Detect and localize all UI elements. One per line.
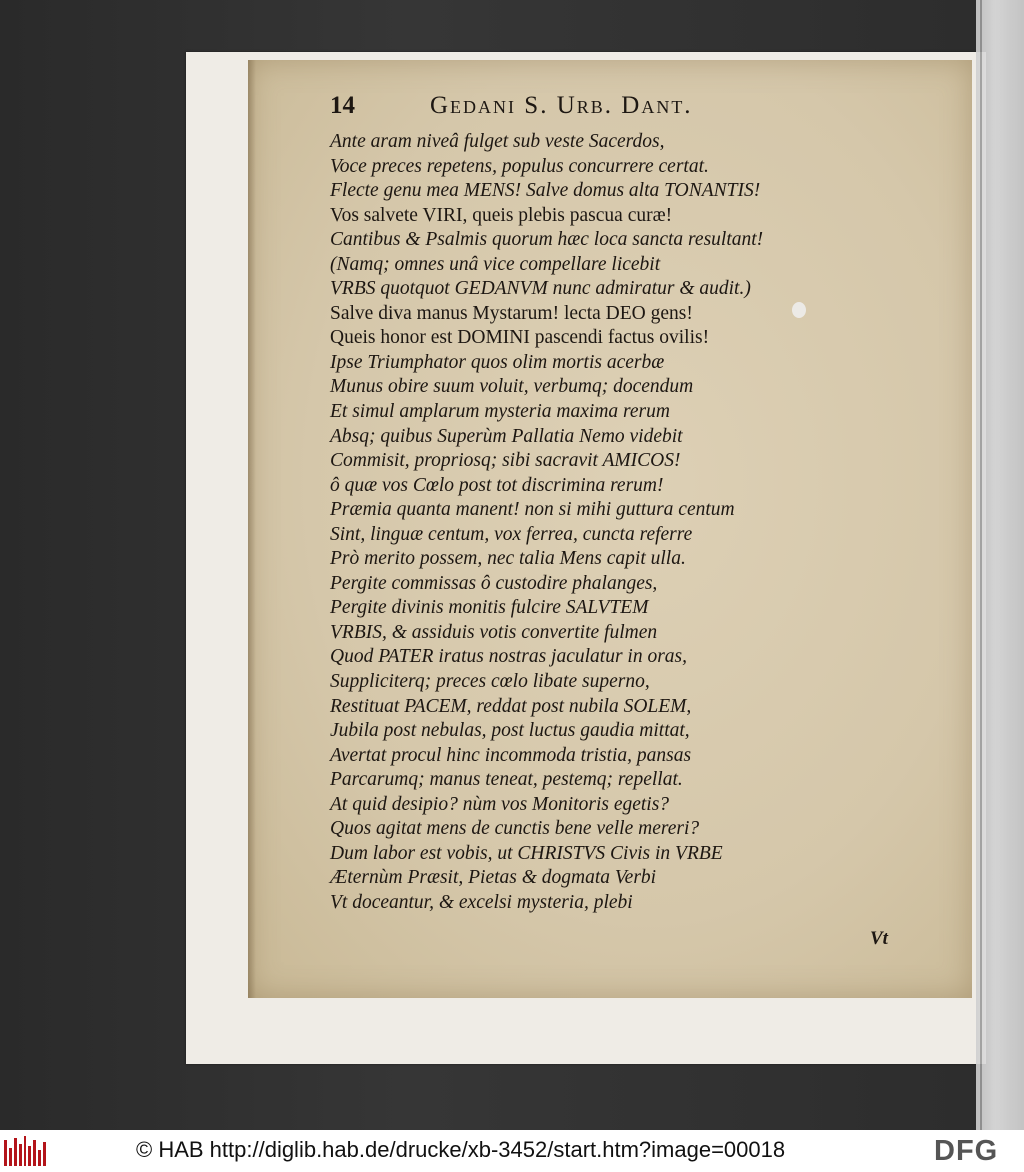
hab-logo-bar: [19, 1144, 22, 1166]
page-gutter-shadow: [248, 60, 256, 998]
verse-line: Pergite commissas ô custodire phalanges,: [330, 572, 658, 594]
verse-line: Absq; quibus Superùm Pallatia Nemo videbit: [330, 425, 683, 447]
dfg-logo-icon: DFG: [934, 1135, 999, 1167]
hab-logo-bar: [33, 1140, 36, 1166]
verse-line: Munus obire suum voluit, verbumq; docendum: [330, 376, 694, 398]
verse-line: Voce preces repetens, populus concurrere certat.: [330, 155, 709, 177]
running-head-title: Gedani S. Urb. Dant.: [430, 92, 693, 119]
poem-body: [330, 130, 890, 916]
hab-logo-bar: [28, 1146, 31, 1166]
page-number: 14: [330, 92, 355, 119]
hab-logo-bar: [4, 1140, 7, 1166]
verse-line: Avertat procul hinc incommoda tristia, pansas: [330, 744, 692, 766]
verse-line: Jubila post nebulas, post luctus gaudia mittat,: [330, 720, 690, 742]
verse-line: Parcarumq; manus teneat, pestemq; repellat.: [330, 769, 683, 791]
verse-line: Suppliciterq; preces cœlo libate superno,: [330, 671, 650, 693]
hab-logo-bar: [9, 1148, 12, 1166]
adjacent-page-edge: [976, 0, 1024, 1130]
verse-line: Sint, linguæ centum, vox ferrea, cuncta referre: [330, 523, 693, 545]
verse-line: Commisit, propriosq; sibi sacravit AMICOS!: [330, 450, 681, 472]
verse-line: At quid desipio? nùm vos Monitoris egetis?: [330, 793, 670, 815]
verse-line: Cantibus & Psalmis quorum hæc loca sancta resultant!: [330, 229, 764, 251]
footer-credit-link[interactable]: © HAB http://diglib.hab.de/drucke/xb-3452/start.htm?image=00018: [136, 1137, 786, 1162]
hab-logo-bar: [38, 1150, 41, 1166]
hab-logo-bar: [43, 1142, 46, 1166]
verse-line: ô quæ vos Cœlo post tot discrimina rerum!: [330, 474, 664, 496]
verse-line: Quos agitat mens de cunctis bene velle mereri?: [330, 818, 700, 840]
verse-line: Dum labor est vobis, ut CHRISTVS Civis in VRBE: [330, 842, 723, 864]
verse-line: (Namq; omnes unâ vice compellare licebit: [330, 253, 661, 275]
verse-line: VRBS quotquot GEDANVM nunc admiratur & audit.): [330, 278, 751, 300]
hab-logo-bar: [24, 1136, 27, 1166]
verse-line: Vt doceantur, & excelsi mysteria, plebi: [330, 891, 633, 913]
verse-line: Ipse Triumphator quos olim mortis acerbæ: [330, 351, 665, 373]
running-head: [330, 92, 790, 126]
catchword: Vt: [870, 928, 888, 949]
verse-line: Prò merito possem, nec talia Mens capit ulla.: [330, 548, 686, 570]
hab-logo-bar: [14, 1138, 17, 1166]
hab-logo-icon: [4, 1136, 46, 1166]
verse-line: Vos salvete VIRI, queis plebis pascua curæ!: [330, 204, 673, 226]
footer-bar: [0, 1130, 1024, 1172]
verse-line: Queis honor est DOMINI pascendi factus ovilis!: [330, 327, 710, 349]
verse-line: Salve diva manus Mystarum! lecta DEO gens!: [330, 302, 693, 324]
page-edge-line: [980, 0, 982, 1130]
verse-line: Æternùm Præsit, Pietas & dogmata Verbi: [330, 867, 657, 889]
verse-line: Restituat PACEM, reddat post nubila SOLEM,: [330, 695, 692, 717]
verse-line: Præmia quanta manent! non si mihi guttura centum: [330, 499, 735, 521]
verse-line: Flecte genu mea MENS! Salve domus alta TONANTIS!: [330, 180, 761, 202]
verse-line: Quod PATER iratus nostras jaculatur in oras,: [330, 646, 687, 668]
verse-line: VRBIS, & assiduis votis convertite fulmen: [330, 621, 658, 643]
verse-line: Et simul amplarum mysteria maxima rerum: [330, 401, 670, 423]
verse-line: Pergite divinis monitis fulcire SALVTEM: [330, 597, 649, 619]
verse-line: Ante aram niveâ fulget sub veste Sacerdos,: [330, 131, 665, 152]
